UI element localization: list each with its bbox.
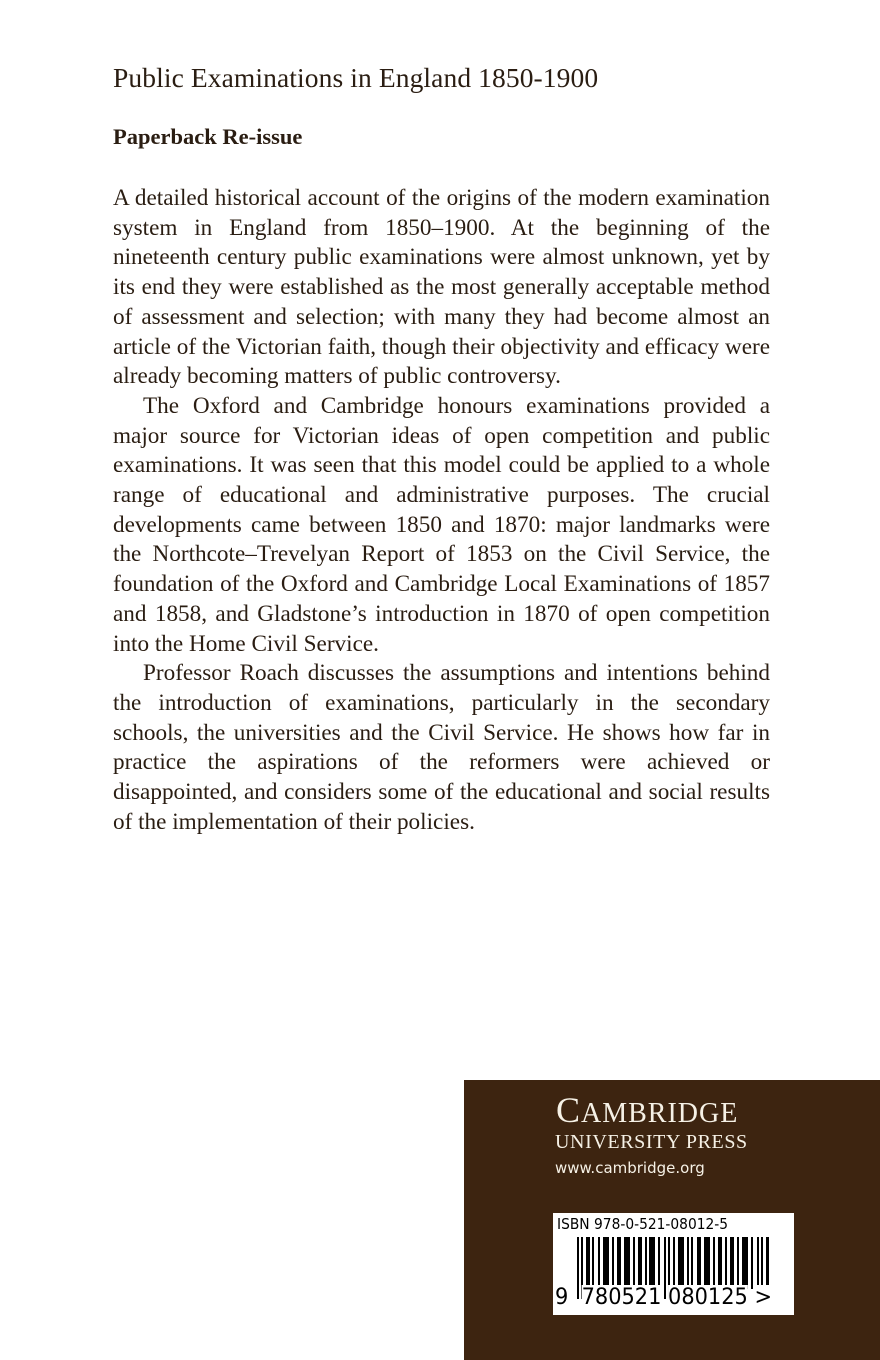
edition-label: Paperback Re-issue: [113, 124, 303, 149]
blurb-paragraph: Professor Roach discusses the assumptions and intentions behind the introduction of examinations, particularly in the secondary schools, the universities and the Civil Service. He shows how far in practice the aspirations of the reformers were achieved or disappointed, and considers some of the educational and social results of the implementation of their policies.: [113, 660, 770, 835]
barcode-digits: 9 780521 080125 >: [555, 1285, 772, 1310]
book-title: Public Examinations in England 1850-1900: [113, 62, 599, 93]
isbn-label: ISBN 978-0-521-08012-5: [557, 1215, 729, 1233]
blurb-paragraph: A detailed historical account of the origins of the modern examination system in England from 1850–1900. At the beginning of the nineteenth century public examinations were almost unknown, yet by its end they were established as the most generally acceptable method of assessment and selection; with many they had become almost an article of the Victorian faith, though their objectivity and efficacy were already becoming matters of public controversy.: [113, 185, 770, 390]
publisher-url: www.cambridge.org: [555, 1159, 705, 1177]
publisher-panel: [464, 1080, 880, 1360]
publisher-subname: UNIVERSITY PRESS: [555, 1131, 748, 1153]
book-blurb: [113, 184, 770, 837]
publisher-logo-text: CAMBRIDGE: [556, 1090, 739, 1130]
blurb-paragraph: The Oxford and Cambridge honours examinations provided a major source for Victorian ideas of open competition and public examinations. It was seen that this model could be applied to a whole range of educational and administrative purposes. The crucial developments came between 1850 and 1870: major landmarks were the Northcote–Trevelyan Report of 1853 on the Civil Service, the foundation of the Oxford and Cambridge Local Examinations of 1857 and 1858, and Gladstone’s introduction in 1870 of open competition into the Home Civil Service.: [113, 392, 770, 657]
isbn-barcode: [553, 1213, 794, 1315]
